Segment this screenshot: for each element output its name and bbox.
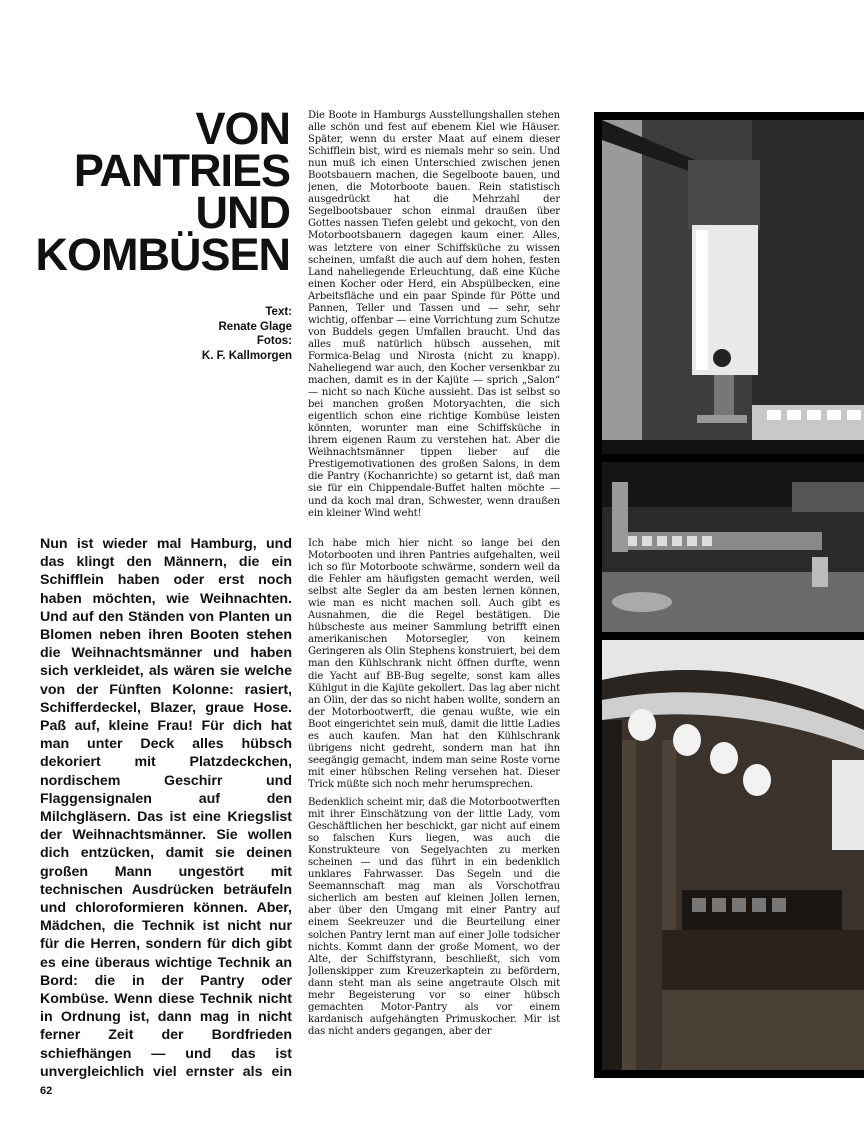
credit-text-label: Text: xyxy=(265,306,292,318)
article-title xyxy=(28,103,290,280)
title-line: UND xyxy=(195,187,290,238)
credit-photo-author: K. F. Kallmorgen xyxy=(201,349,292,362)
page-number: 62 xyxy=(40,1085,53,1097)
body-paragraph: Ich habe mich hier nicht so lange bei den Motorbooten und ihren Pantries aufgehalten, weil ich so für Motorboote schwärme, sondern weil da die Fehler am häufigsten gemacht werden, weil selbst alte Segler da am besten lernen können, wie man es nicht machen soll. Auch gibt es Ausnahmen, die die Regel bestätigen. Die hübscheste aus meiner Sammlung betrifft einen amerikanischen Motorsegler, von keinem Geringeren als Olin Stephens konstruiert, bei dem man den Kühlschrank nicht öffnen durfte, wenn die Yacht auf BB-Bug segelte, sonst kam alles Kühlgut in die Kajüte gekollert. Das lag aber nicht an Olin, der das so nicht haben wollte, sondern an der Motorbootwerft, die genau wußte, wie ein Boot eingerichtet sein muß, damit die little Ladies es auch kaufen. Man hat den Kühlschrank übrigens nicht gedreht, sondern man hat ihn seegängig gemacht, indem man seine Roste vorne mit einer hübschen Reling versehen hat. Dieser Trick müßte sich noch mehr herumsprechen. xyxy=(308,538,560,790)
credit-text-author: Renate Glage xyxy=(218,320,292,333)
photo-cabin-galley xyxy=(602,640,864,1070)
title-line: KOMBÜSEN xyxy=(35,229,290,280)
photo-water-heater xyxy=(602,120,864,454)
credit-photo-label: Fotos: xyxy=(256,335,292,347)
photo-panel xyxy=(594,112,864,1078)
photo-galley-counter xyxy=(602,462,864,632)
body-paragraph: Die Boote in Hamburgs Ausstellungshallen stehen alle schön und fest auf ebenem Kiel wie Häuser. Später, wenn du erster Maat auf einem dieser Schifflein bist, wird es niemals mehr so sein. Und nun muß ich einen Unterschied zwischen jenen Bootsbauern machen, die Segelboote bauen, und jenen, die Motorboote bauen. Rein statistisch ausgedrückt hat die Mehrzahl der Segelbootsbauer schon einmal draußen über Gottes nassen Tiefen gelebt und gekocht, von den Motorbootsbauern dagegen kaum einer. Alles, was letztere von einer Schiffsküche zu wissen scheinen, umfaßt die auch auf dem hohen, festen Land naheliegende Erleuchtung, daß eine Küche einen Kocher oder Herd, ein Abspülbecken, eine Arbeitsfläche und ein paar Spinde für Pötte und Pannen, Teller und Tassen und — sehr, sehr wichtig, offenbar — eine Vorrichtung zum Schutze von Buddels gegen Umfallen braucht. Und das alles muß natürlich hübsch aussehen, mit Formica-Belag und Nirosta (nicht zu knapp). Naheliegend war auch, den Kocher versenkbar zu machen, damit es in der Kajüte — sprich „Salon“ — nicht so nach Küche aussieht. Das ist selbst so bei manchen großen Motoryachten, die sich eigentlich schon eine richtige Kombüse leisten könnten, worunter man eine Schiffsküche in ihrem eigenen Raum zu verstehen hat. Aber die Weihnachtsmänner tippen lieber auf die Prestigemotivationen des großen Salons, in dem die Pantry (Kochanrichte) so getarnt ist, daß man sie für ein Chippendale-Buffet halten möchte — und da koch mal dran, Schwester, wenn draußen ein kleiner Wind weht! xyxy=(308,110,560,519)
body-column-1 xyxy=(308,110,560,530)
title-line: PANTRIES xyxy=(73,145,290,196)
body-column-2 xyxy=(308,538,560,1078)
body-paragraph: Bedenklich scheint mir, daß die Motorbootwerften mit ihrer Einschätzung von der little Lady, vom Geschäftlichen her beschickt, gar nicht auf einem so falschen Kurs liegen, was auch die Konstrukteure von Segelyachten zu merken scheinen — und das führt in ein bedenklich unklares Fahrwasser. Das Segeln und die Seemannschaft mag man als Vorschotfrau sicherlich am besten auf kleinen Jollen lernen, aber über den Umgang mit einer Pantry auf einem Seekreuzer und die Beurteilung einer solchen Pantry lernt man auf einer Jolle todsicher nichts. Kommt dann der große Moment, wo der Alte, der Schiffstyrann, beschließt, sich vom Jollenskipper zum Kreuzerkaptein zu befördern, dann steht man als seine angetraute Olsch mit mehr Begeisterung vor so einer hübsch gemachten Motor-Pantry als vor einem kardanisch aufgehängten Primuskocher. Mir ist das nicht anders gegangen, aber der xyxy=(308,796,560,1037)
article-credits xyxy=(120,305,292,363)
intro-paragraph: Nun ist wieder mal Hamburg, und das klingt den Männern, die ein Schifflein haben oder erst noch haben möchten, wie Weihnachten. Und auf den Ständen von Planten un Blomen neben ihren Booten stehen die Weihnachtsmänner und haben sich verkleidet, als wären sie welche von der Fünften Kolonne: rasiert, Schifferdeckel, Blazer, graue Hose. Paß auf, kleine Frau! Für dich hat man unter Deck alles hübsch dekoriert mit Platzdeckchen, nordischem Geschirr und Flaggensignalen auf den Milchgläsern. Das ist eine Kriegslist der Weihnachtsmänner. Sie wollen dich entzücken, damit sie deinen großen Mann ungestört mit technischen Ausdrücken beträufeln und chloroformieren können. Aber, Mädchen, die Technik ist nicht nur für die Herren, sondern für dich gibt es eine überaus wichtige Technik an Bord: die in der Pantry oder Kombüse. Wenn diese Technik nicht in Ordnung ist, dann mag in nicht ferner Zeit der Bordfrieden schiefhängen — und das ist unvergleichlich viel ernster als ein xyxy=(40,536,292,1080)
title-line: VON xyxy=(195,103,290,154)
